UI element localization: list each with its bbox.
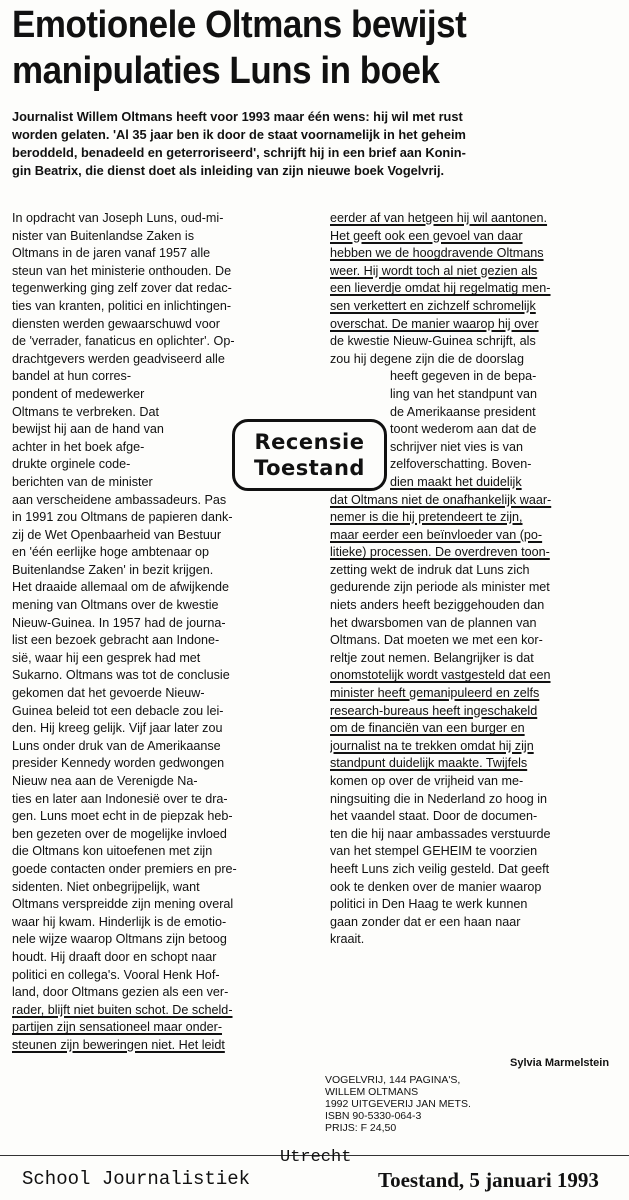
article-line: heeft Luns zich veilig gesteld. Dat geeft: [330, 861, 550, 876]
article-line: ties van kranten, politici en inlichtingen-: [12, 298, 232, 313]
book-info-line: PRIJS: F 24,50: [325, 1122, 397, 1134]
book-info-line: VOGELVRIJ, 144 PAGINA'S,: [325, 1074, 461, 1086]
article-line: nister van Buitenlandse Zaken is: [12, 228, 195, 243]
article-line: minister heeft gemanipuleerd en zelfs: [330, 686, 540, 701]
lead-line: beroddeld, benadeeld en geterroriseerd', schrijft hij in een brief aan Konin-: [12, 145, 466, 160]
article-line: ben gezeten over de mogelijke invloed: [12, 826, 227, 841]
article-line: maar eerder een beïnvloeder van (po-: [330, 527, 543, 542]
article-line: achter in het boek afge-: [12, 439, 145, 454]
article-line: Oltmans verspreidde zijn mening overal: [12, 897, 234, 912]
article-line: om de financiën van een burger en: [330, 721, 525, 736]
article-line: steun van het ministerie onthouden. De: [12, 263, 232, 278]
article-line: nemer is die hij pretendeert te zijn,: [330, 510, 523, 525]
book-info-line: ISBN 90-5330-064-3: [325, 1110, 422, 1122]
article-line: zou hij degene zijn die de doorslag: [330, 351, 524, 366]
book-info-line: WILLEM OLTMANS: [325, 1086, 419, 1098]
article-line: de kwestie Nieuw-Guinea schrijft, als: [330, 334, 536, 349]
article-line: Guinea beleid tot een debacle zou lei-: [12, 703, 224, 718]
article-line: politici en collega's. Vooral Henk Hof-: [12, 967, 220, 982]
article-line: ling van het standpunt van: [390, 386, 538, 401]
article-line: rader, blijft niet buiten schot. De scheld-: [12, 1002, 233, 1017]
article-line: Sukarno. Oltmans was tot de conclusie: [12, 668, 230, 683]
article-line: litieke) processen. De overdreven toon-: [330, 545, 550, 560]
article-line: standpunt duidelijk maakte. Twijfels: [330, 756, 528, 771]
article-line: journalist na te trekken omdat hij zijn: [330, 738, 534, 753]
review-label-line-1: Recensie: [254, 430, 365, 454]
article-line: toont wederom aan dat de: [390, 422, 537, 437]
footer-publication-date: Toestand, 5 januari 1993: [378, 1168, 599, 1192]
article-line: heeft gegeven in de bepa-: [390, 369, 537, 384]
article-line: gen. Luns moet echt in de piepzak heb-: [12, 809, 233, 824]
article-line: goede contacten onder premiers en pre-: [12, 861, 237, 876]
article-line: research-bureaus heeft ingeschakeld: [330, 703, 538, 718]
article-line: houdt. Hij draaft door en schopt naar: [12, 949, 217, 964]
article-line: mening van Oltmans over de kwestie: [12, 598, 219, 613]
review-label-line-2: Toestand: [254, 456, 365, 480]
article-line: gekomen dat het gevoerde Nieuw-: [12, 686, 205, 701]
article-line: drachtgevers werden geadviseerd alle: [12, 351, 225, 366]
article-line: diensten werden gewaarschuwd voor: [12, 316, 220, 331]
article-line: weer. Hij wordt toch al niet gezien als: [330, 263, 538, 278]
article-line: Oltmans. Dat moeten we met een kor-: [330, 633, 543, 648]
article-line: die Oltmans kon uitoefenen met zijn: [12, 844, 213, 859]
article-line: dat Oltmans niet de onafhankelijk waar-: [330, 492, 552, 507]
article-line: sidenten. Niet onbegrijpelijk, want: [12, 879, 200, 894]
article-line: het vaandel staat. Door de documen-: [330, 809, 538, 824]
article-line: den. Hij kreeg gelijk. Vijf jaar later zou: [12, 721, 223, 736]
article-line: In opdracht van Joseph Luns, oud-mi-: [12, 211, 224, 225]
article-line: bandel at hun corres-: [12, 369, 132, 384]
lead-line: worden gelaten. 'Al 35 jaar ben ik door de staat voornamelijk in het geheim: [12, 127, 466, 142]
article-line: sen verkettert en zichzelf schromelijk: [330, 298, 536, 313]
article-line: list een bezoek gebracht aan Indone-: [12, 633, 220, 648]
article-column-right: [330, 210, 620, 949]
article-line: tegenwerking ging zelf zover dat redac-: [12, 281, 232, 296]
article-line: eerder af van hetgeen hij wil aantonen.: [330, 211, 548, 225]
article-line: partijen zijn sensationeel maar onder-: [12, 1020, 223, 1035]
article-line: Nieuw-Guinea. In 1957 had de journa-: [12, 615, 226, 630]
article-line: een lieverdje omdat hij regelmatig men-: [330, 281, 551, 296]
article-line: onomstotelijk wordt vastgesteld dat een: [330, 668, 551, 683]
article-line: van het stempel GEHEIM te voorzien: [330, 844, 538, 859]
footer-handwritten-note: Utrecht: [280, 1148, 352, 1167]
lead-line: gin Beatrix, die dienst doet als inleiding van zijn nieuwe boek Vogelvrij.: [12, 163, 445, 178]
article-line: Buitenlandse Zaken' in bezit krijgen.: [12, 562, 214, 577]
article-lead: [12, 108, 618, 180]
review-label-box: [232, 419, 387, 491]
article-line: de 'verrader, fanaticus en oplichter'. Op-: [12, 334, 235, 349]
article-line: Het geeft ook een gevoel van daar: [330, 228, 523, 243]
lead-line: Journalist Willem Oltmans heeft voor 1993 maar één wens: hij wil met rust: [12, 109, 463, 124]
article-column-left: [12, 210, 310, 1055]
article-line: steunen zijn beweringen niet. Het leidt: [12, 1037, 225, 1052]
article-line: Nieuw nea aan de Verenigde Na-: [12, 774, 198, 788]
article-line: reltje zout nemen. Belangrijker is dat: [330, 650, 534, 665]
article-line: ningsuiting die in Nederland zo hoog in: [330, 791, 548, 806]
article-line: gedurende zijn periode als minister met: [330, 580, 550, 595]
article-headline: [12, 2, 575, 94]
article-line: ties en later aan Indonesië over te dra-: [12, 791, 228, 806]
article-line: niets anders heeft beziggehouden dan: [330, 598, 545, 613]
footer-source: School Journalistiek: [22, 1168, 251, 1190]
article-line: ook te denken over de manier waarop: [330, 879, 542, 894]
article-line: schrijver niet vies is van: [390, 439, 523, 454]
article-line: waar hij kwam. Hinderlijk is de emotio-: [12, 914, 227, 929]
article-line: sië, waar hij een gesprek had met: [12, 650, 201, 665]
article-line: de Amerikaanse president: [390, 404, 536, 419]
article-line: pondent of medewerker: [12, 386, 145, 401]
article-line: overschat. De manier waarop hij over: [330, 316, 539, 331]
article-line: drukte orginele code-: [12, 457, 131, 472]
article-line: dien maakt het duidelijk: [390, 474, 522, 489]
headline-line-1: Emotionele Oltmans bewijst: [12, 4, 467, 46]
article-line: komen op over de vrijheid van me-: [330, 774, 524, 788]
article-line: hebben we de hoogdravende Oltmans: [330, 246, 544, 261]
article-line: het dwarsbomen van de plannen van: [330, 615, 537, 630]
article-line: berichten van de minister: [12, 474, 153, 489]
article-line: Luns onder druk van de Amerikaanse: [12, 738, 221, 753]
article-line: ten die hij naar ambassades verstuurde: [330, 826, 551, 841]
article-line: Oltmans te verbreken. Dat: [12, 404, 159, 419]
author-byline: Sylvia Marmelstein: [510, 1057, 610, 1069]
article-line: politici in Den Haag te werk kunnen: [330, 897, 528, 912]
article-line: in 1991 zou Oltmans de papieren dank-: [12, 510, 233, 525]
article-line: kraait.: [330, 932, 365, 947]
book-info-line: 1992 UITGEVERIJ JAN METS.: [325, 1098, 471, 1110]
article-line: zelfoverschatting. Boven-: [390, 457, 532, 472]
article-line: bewijst hij aan de hand van: [12, 422, 164, 437]
article-line: Het draaide allemaal om de afwijkende: [12, 580, 230, 595]
headline-line-2: manipulaties Luns in boek: [12, 50, 440, 92]
book-info: [325, 1074, 471, 1134]
article-line: Oltmans in de jaren vanaf 1957 alle: [12, 246, 211, 261]
article-line: en 'één eerlijke hoge ambtenaar op: [12, 545, 210, 560]
article-line: land, door Oltmans gezien als een ver-: [12, 985, 229, 1000]
article-line: zetting wekt de indruk dat Luns zich: [330, 562, 530, 577]
article-line: zij de Wet Openbaarheid van Bestuur: [12, 527, 222, 542]
article-line: aan verscheidene ambassadeurs. Pas: [12, 492, 227, 507]
article-line: presider Kennedy worden gedwongen: [12, 756, 225, 771]
article-line: nele wijze waarop Oltmans zijn betoog: [12, 932, 227, 947]
article-line: gaan zonder dat er een haan naar: [330, 914, 521, 929]
